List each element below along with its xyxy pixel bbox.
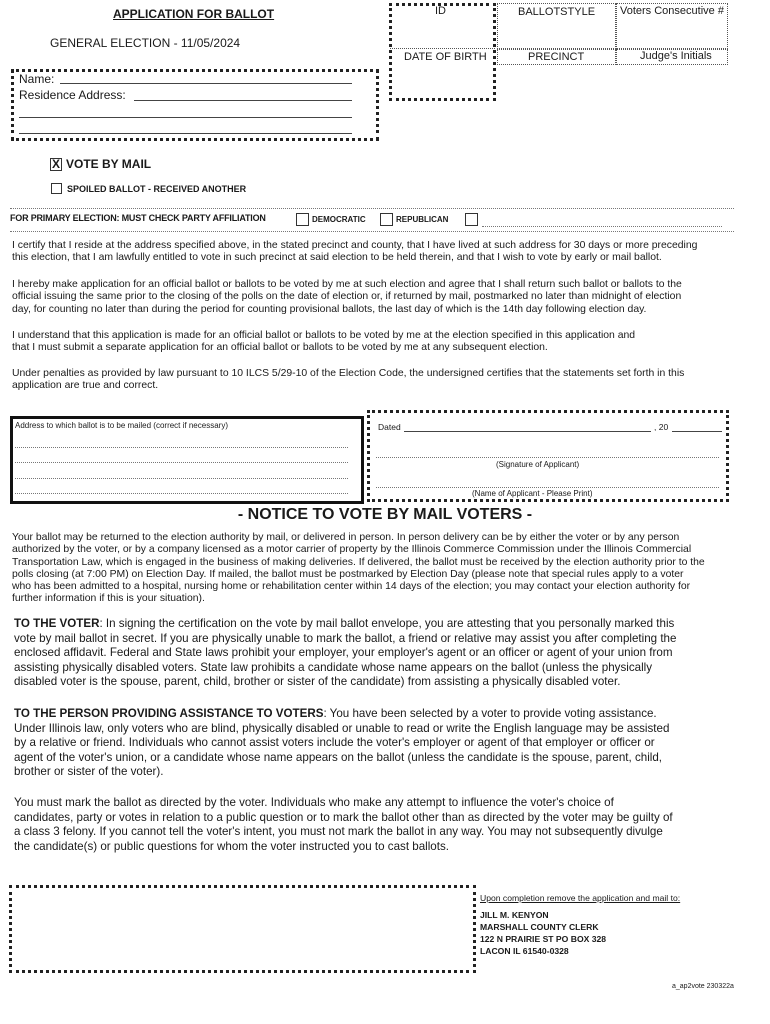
to-the-voter-paragraph [14, 617, 764, 690]
return-instruction: Upon completion remove the application and mail to: [480, 893, 681, 903]
year-prefix: , 20 [654, 422, 669, 432]
id-label: ID [435, 5, 446, 17]
form-code: a_ap2vote 230322a [672, 983, 734, 990]
voters-consecutive-label: Voters Consecutive # [620, 5, 724, 17]
signature-label: (Signature of Applicant) [496, 460, 580, 469]
mailing-line-4[interactable] [15, 493, 348, 494]
name-line[interactable] [60, 83, 352, 84]
printed-name-line[interactable] [376, 487, 719, 488]
other-party-line[interactable] [482, 226, 722, 227]
certification-paragraph-2: I hereby make application for an official ballot or ballots to be voted by me at such election and agree that I shall return such ballot or ballots to the official issuing the same prior to the closing of the polls on the date of election or, if returned by mail, postmarked no later than midnight of election day, for counting no later than during the period for counting provisional ballots, the last day of which is the 14th day following election day. [12, 279, 682, 315]
ballotstyle-label: BALLOTSTYLE [518, 6, 596, 18]
return-line-3: 122 N PRAIRIE ST PO BOX 328 [480, 934, 607, 944]
vote-by-mail-label: VOTE BY MAIL [66, 157, 152, 171]
assistance-paragraph [14, 707, 764, 780]
dob-label: DATE OF BIRTH [404, 51, 487, 63]
mailing-line-1[interactable] [15, 447, 348, 448]
mailing-line-2[interactable] [15, 462, 348, 463]
vote-by-mail-checkbox[interactable]: X [51, 156, 60, 171]
democratic-checkbox[interactable] [296, 213, 309, 226]
judges-initials-label: Judge's Initials [640, 50, 712, 62]
other-party-checkbox[interactable] [465, 213, 478, 226]
democratic-label: DEMOCRATIC [312, 215, 366, 224]
election-name: GENERAL ELECTION - 11/05/2024 [50, 36, 241, 50]
name-label: Name: [19, 72, 55, 86]
spoiled-ballot-checkbox[interactable] [51, 183, 62, 194]
primary-election-label: FOR PRIMARY ELECTION: MUST CHECK PARTY AFFILIATION [10, 213, 266, 223]
label-box [9, 885, 476, 973]
certification-paragraph-3: I understand that this application is made for an official ballot or ballots to be voted by me at the election specified in this application and that I must submit a separate application for an official ballot or ballots to be voted by me at any subsequent election. [12, 330, 636, 354]
notice-intro: Your ballot may be returned to the election authority by mail, or delivered in person. In person delivery can be by either the voter or by any person authorized by the voter, or by a company licensed as a motor carrier of property by the Illinois Commerce Commission under the Illinois Commercial Transportation Law, which is engaged in the business of making deliveries. If delivered, the ballot must be received by the election authority prior to the polls closing (at 7:00 PM) on Election Day. If mailed, the ballot must be postmarked by Election Day (please note that special rules apply to a voter who has been admitted to a hospital, nursing home or rehabilitation center within 14 days of the election; you may contact your election authority for further information if this is your situation). [12, 532, 705, 605]
address-line-1[interactable] [134, 100, 352, 101]
dated-line[interactable] [404, 431, 651, 432]
assistance-text: : You have been selected by a voter to provide voting assistance. Under Illinois law, only voters who are blind, physically disabled or unable to read or write the English language may be assisted by a relative or friend. Individuals who cannot assist voters include the voter's employer or agent of that employer or officer or agent of the voter's union, or a candidate whose name appears on the ballot (unless the candidate is the spouse, parent, child, brother or sister of the voter). [14, 707, 670, 779]
assistance-lead: TO THE PERSON PROVIDING ASSISTANCE TO VOTERS [14, 707, 324, 720]
mailing-address-label: Address to which ballot is to be mailed (correct if necessary) [15, 421, 228, 430]
address-line-3[interactable] [19, 133, 352, 134]
spoiled-ballot-label: SPOILED BALLOT - RECEIVED ANOTHER [67, 183, 247, 194]
return-line-2: MARSHALL COUNTY CLERK [480, 922, 599, 932]
republican-checkbox[interactable] [380, 213, 393, 226]
mailing-line-3[interactable] [15, 478, 348, 479]
dated-label: Dated [378, 422, 401, 432]
notice-title: - NOTICE TO VOTE BY MAIL VOTERS - [237, 506, 533, 523]
year-line[interactable] [672, 431, 722, 432]
to-the-voter-lead: TO THE VOTER [14, 617, 100, 630]
voter-info-box [11, 69, 379, 141]
certification-paragraph-4: Under penalties as provided by law pursuant to 10 ILCS 5/29-10 of the Election Code, the undersigned certifies that the statements set forth in this application are true and correct. [12, 368, 685, 392]
signature-line[interactable] [376, 457, 719, 458]
return-line-4: LACON IL 61540-0328 [480, 946, 569, 956]
to-the-voter-text: : In signing the certification on the vote by mail ballot envelope, you are attesting that you personally marked this vote by mail ballot in secret. If you are physically unable to mark the ballot, a friend or relative may assist you after completing the enclosed affidavit. Federal and State laws prohibit your employer, your employer's agent or an officer or agent of your union from assisting physically disabled voters. State law prohibits a candidate whose name appears on the ballot (unless the physically disabled voter is the spouse, parent, child, brother or sister of the candidate) from assisting a physically disabled voter. [14, 617, 677, 689]
address-line-2[interactable] [19, 117, 352, 118]
form-title: APPLICATION FOR BALLOT [113, 7, 275, 21]
return-address [480, 909, 606, 957]
residence-address-label: Residence Address: [19, 88, 126, 102]
final-paragraph: You must mark the ballot as directed by the voter. Individuals who make any attempt to influence the voter's choice of candidates, party or votes in relation to a public question or to mark the ballot other than as directed by the voter may be guilty of a class 3 felony. If you cannot tell the voter's intent, you must not mark the ballot in any way. You may not subsequently divulge the candidate(s) or public questions for whom the voter instructed you to cast ballots. [14, 796, 673, 853]
return-line-1: JILL M. KENYON [480, 910, 549, 920]
printed-name-label: (Name of Applicant - Please Print) [472, 489, 593, 498]
republican-label: REPUBLICAN [396, 215, 449, 224]
precinct-label: PRECINCT [528, 51, 585, 63]
certification-paragraph-1: I certify that I reside at the address specified above, in the stated precinct and county, that I have lived at such address for 30 days or more preceding this election, that I am lawfully entitled to vote in such precinct at said election to be held therein, and that I wish to vote by early or mail ballot. [12, 240, 698, 264]
